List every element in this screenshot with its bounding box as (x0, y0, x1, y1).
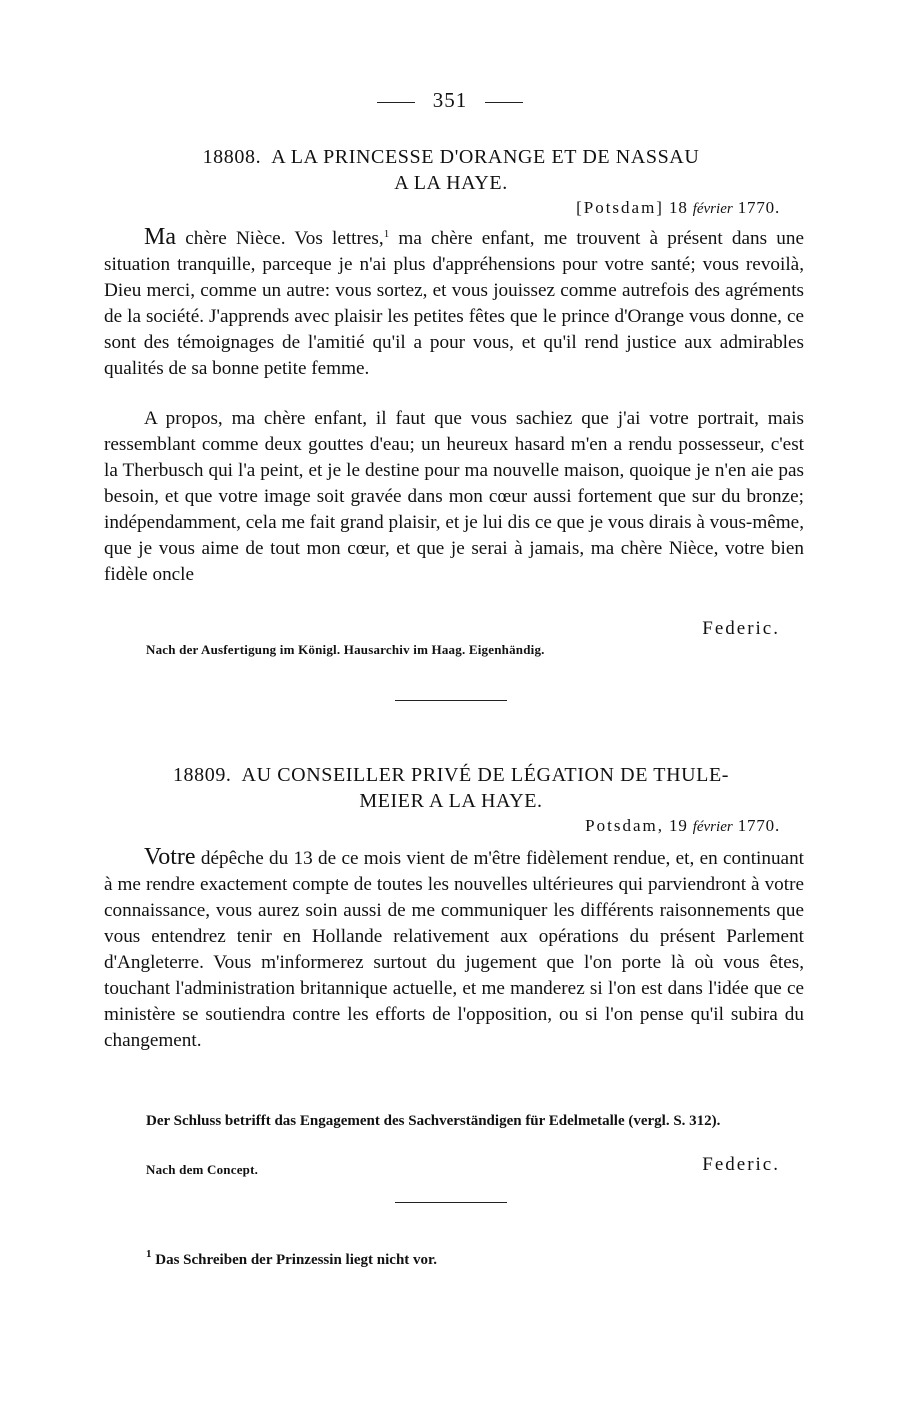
letter2-paragraph-1-text: dépêche du 13 de ce mois vient de m'être fidèlement rendue, et, en continuant à me rendre exactement compte de toutes les nouvelles ultérieures qui parviendront à votre connaissance, vous aurez soin aussi de me communiquer les différents raisonnements que vous entendrez tenir en Hollande relativement aux opérations du présent Parlement d'Angleterre. Vous m'informerez surtout du jugement que l'on porte là où vous êtes, touchant l'administration britannique actuelle, et me manderez si l'on est dans l'idée que ce ministère se soutiendra contre les efforts de l'opposition, ou si l'on pense qu'il subira du changement. (104, 848, 804, 1051)
letter1-date-place: [Potsdam] (576, 198, 664, 217)
footnote (146, 1248, 438, 1269)
letter1-signature: Federic. (702, 618, 780, 639)
letter2-date-year: 1770. (737, 816, 780, 835)
letter1-paragraph-1 (104, 224, 804, 382)
letter1-heading (96, 144, 806, 196)
letter1-dateline (576, 198, 780, 218)
letter2-signature: Federic. (702, 1154, 780, 1175)
letter2-date-month: février (692, 819, 733, 835)
letter1-date-day: 18 (669, 198, 688, 217)
letter1-paragraph-1-text-a: chère Nièce. Vos lettres, (176, 228, 384, 249)
letter2-heading (96, 762, 806, 814)
letter2-number: 18809. (172, 764, 232, 786)
page-number (0, 88, 900, 113)
letter1-paragraph-1-text-b: ma chère enfant, me trouvent à présent dans une situation tranquille, parceque je n'ai plus d'appréhensions pour votre santé; vous revoilà, Dieu merci, comme un autre: vous sortez, et vous jouissez comme autrefois des agréments de la société. J'apprends avec plaisir les petites fêtes que le prince d'Orange vous donne, ce sont des témoignages de l'amitié qu'il a pour vous, et qu'il rend justice aux admirables qualités de sa bonne petite femme. (104, 228, 804, 379)
letter1-number: 18808. (202, 146, 262, 168)
letter1-date-year: 1770. (737, 198, 780, 217)
page-number-dash-left (377, 102, 415, 103)
letter2-paragraph-1 (104, 844, 804, 1054)
letter1-heading-line1 (96, 144, 806, 170)
letter2-title-line2: MEIER A LA HAYE. (359, 790, 543, 812)
letter1-title-line1: A LA PRINCESSE D'ORANGE ET DE NASSAU (271, 146, 700, 168)
letter2-heading-line1 (96, 762, 806, 788)
section-divider (395, 700, 507, 701)
footnote-text: Das Schreiben der Prinzessin liegt nicht vor. (151, 1252, 438, 1268)
letter2-editor-note: Der Schluss betrifft das Engagement des Sachverständigen für Edelmetalle (vergl. S. 312). (146, 1113, 721, 1129)
letter2-source-note: Nach dem Concept. (146, 1162, 259, 1177)
letter2-date-place: Potsdam, (585, 816, 664, 835)
letter2-date-day: 19 (669, 816, 688, 835)
footnote-number: 1 (146, 1248, 152, 1260)
letter1-paragraph-2: A propos, ma chère enfant, il faut que vous sachiez que j'ai votre portrait, mais ressemblant comme deux gouttes d'eau; un heureux hasard m'en a rendu possesseur, c'est la Therbusch qui l'a peint, et je le destine pour ma nouvelle maison, quoique je n'en aie pas besoin, et que votre image soit gravée dans mon cœur aussi fortement que sur du bronze; indépendamment, cela me fait grand plaisir, et je lui dis ce que je vous dirais à vous-même, que je vous aime de tout mon cœur, et que je serai à jamais, ma chère Nièce, votre bien fidèle oncle (104, 408, 804, 585)
page-number-dash-right (485, 102, 523, 103)
letter2-title-line1: AU CONSEILLER PRIVÉ DE LÉGATION DE THULE- (241, 764, 730, 786)
letter2-dateline (585, 816, 780, 836)
letter1-source-note: Nach der Ausfertigung im Königl. Hausarchiv im Haag. Eigenhändig. (146, 642, 545, 657)
page-number-text: 351 (432, 88, 468, 112)
letter2-initial-word: Votre (144, 844, 196, 870)
footnote-divider (395, 1202, 507, 1203)
letter1-title-line2: A LA HAYE. (394, 172, 508, 194)
letter1-initial-word: Ma (144, 224, 176, 250)
letter1-footnote-mark: 1 (383, 228, 390, 240)
letter1-date-month: février (692, 201, 733, 217)
